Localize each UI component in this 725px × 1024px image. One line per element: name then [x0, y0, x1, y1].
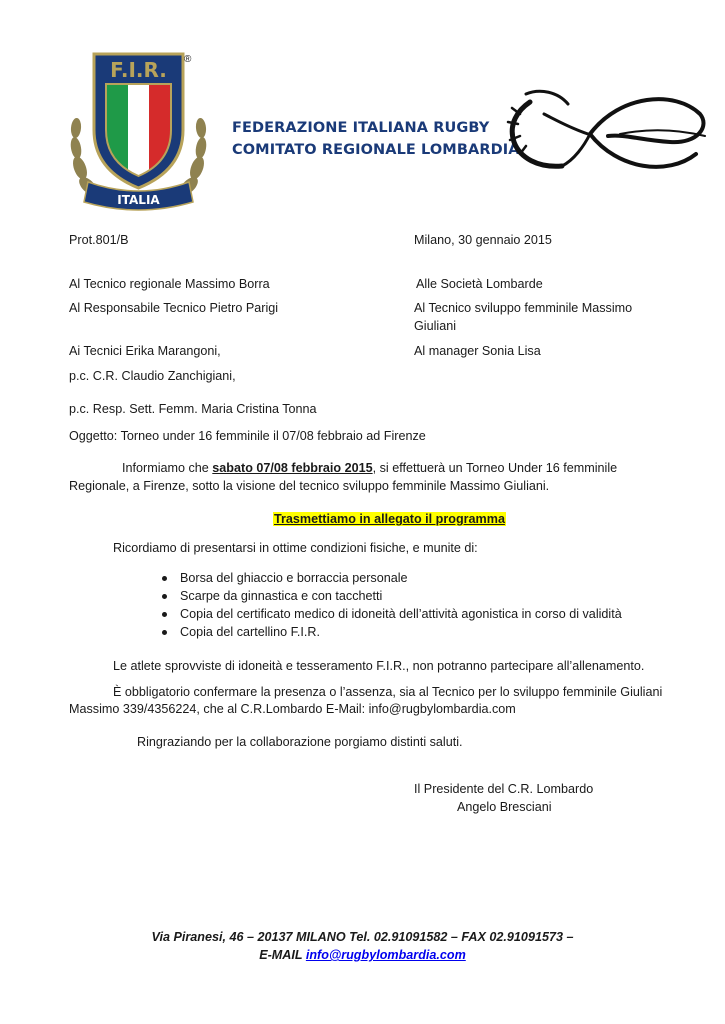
- paragraph-intro: [122, 460, 617, 477]
- bullet-icon: [162, 594, 167, 599]
- signature-title: Il Presidente del C.R. Lombardo: [414, 782, 594, 796]
- event-date: sabato 07/08 febbraio 2015: [212, 461, 373, 475]
- org-name-line1: FEDERAZIONE ITALIANA RUGBY: [232, 120, 490, 136]
- footer-email-line: [0, 948, 725, 962]
- bullet-icon: [162, 630, 167, 635]
- recipient-right: Al Tecnico sviluppo femminile Massimo: [414, 301, 633, 315]
- recipient-left: Ai Tecnici Erika Marangoni,: [69, 344, 221, 358]
- recipient-right: Alle Società Lombarde: [416, 277, 543, 291]
- recipient-left: Al Tecnico regionale Massimo Borra: [69, 277, 270, 291]
- registered-mark: ®: [184, 54, 192, 65]
- logo-top-text: F.I.R.: [110, 58, 167, 82]
- list-item: Borsa del ghiaccio e borraccia personale: [160, 569, 622, 587]
- paragraph-intro-line2: Regionale, a Firenze, sotto la visione del tecnico sviluppo femminile Massimo Giuliani.: [69, 479, 550, 493]
- recipient-left: p.c. C.R. Claudio Zanchigiani,: [69, 369, 236, 383]
- footer-address: Via Piranesi, 46 – 20137 MILANO Tel. 02.91091582 – FAX 02.91091573 –: [151, 930, 574, 944]
- bullet-icon: [162, 612, 167, 617]
- signature-name: Angelo Bresciani: [457, 800, 552, 814]
- recipient-right: Al manager Sonia Lisa: [414, 344, 541, 358]
- recipient-left: p.c. Resp. Sett. Femm. Maria Cristina Tonna: [69, 402, 317, 416]
- list-item: Copia del certificato medico di idoneità dell’attività agonistica in corso di validità: [160, 605, 622, 623]
- list-item: Scarpe da ginnastica e con tacchetti: [160, 587, 622, 605]
- recipient-left: Al Responsabile Tecnico Pietro Parigi: [69, 301, 279, 315]
- subject-line: Oggetto: Torneo under 16 femminile il 07/08 febbraio ad Firenze: [69, 429, 426, 443]
- recipient-right: Giuliani: [414, 319, 456, 333]
- attachment-note: [273, 511, 506, 528]
- protocol-number: Prot.801/B: [69, 233, 129, 247]
- paragraph-confirmation-line1: È obbligatorio confermare la presenza o l’assenza, sia al Tecnico per lo sviluppo femminile Giuliani: [113, 685, 663, 699]
- fir-logo: [66, 50, 211, 215]
- intro-text-pre: Informiamo che: [122, 461, 213, 475]
- list-item: Copia del cartellino F.I.R.: [160, 623, 622, 641]
- attachment-note-highlight: Trasmettiamo in allegato il programma: [274, 512, 505, 526]
- paragraph-eligibility: Le atlete sprovviste di idoneità e tesseramento F.I.R., non potranno partecipare all’allenamento.: [113, 659, 645, 673]
- intro-text-post: , si effettuerà un Torneo Under 16 femminile: [372, 461, 618, 475]
- bullet-icon: [162, 576, 167, 581]
- paragraph-closing: Ringraziando per la collaborazione porgiamo distinti saluti.: [137, 735, 463, 749]
- footer-email-label: E-MAIL: [259, 948, 306, 962]
- org-name-line2: COMITATO REGIONALE LOMBARDIA: [232, 142, 520, 158]
- logo-banner-text: ITALIA: [117, 193, 160, 207]
- place-date: Milano, 30 gennaio 2015: [414, 233, 552, 247]
- paragraph-confirmation-line2: Massimo 339/4356224, che al C.R.Lombardo E-Mail: info@rugbylombardia.com: [69, 702, 516, 716]
- paragraph-requirements: Ricordiamo di presentarsi in ottime condizioni fisiche, e munite di:: [113, 541, 478, 555]
- requirements-list: [160, 569, 622, 641]
- lombardia-logo-icon: [500, 84, 710, 184]
- footer-email-link[interactable]: info@rugbylombardia.com: [305, 948, 466, 962]
